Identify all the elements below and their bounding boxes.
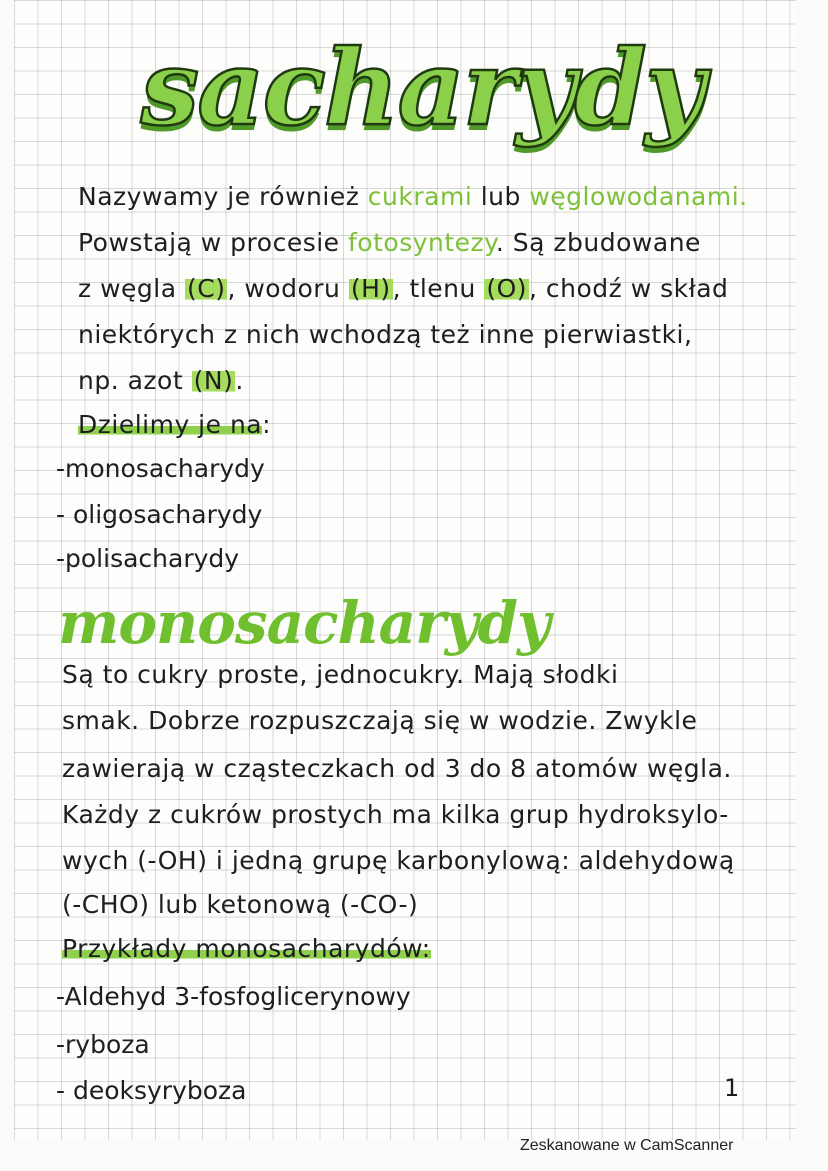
highlight-fotosyntezy: fotosyntezy [348, 228, 496, 257]
intro-line-3: z węgla (C), wodoru (H), tlenu (O), chodź w skład [78, 274, 729, 303]
section-title: monosacharydy [58, 589, 550, 657]
scanner-watermark: Zeskanowane w CamScanner [520, 1137, 734, 1154]
intro-line-2: Powstają w procesie fotosyntezy. Są zbudowane [78, 228, 701, 257]
division-heading: Dzielimy je na: [78, 410, 272, 439]
division-item-2: - oligosacharydy [56, 500, 263, 529]
section-line-2: smak. Dobrze rozpuszczają się w wodzie. Zwykle [62, 706, 698, 735]
example-item-1: -Aldehyd 3-fosfoglicerynowy [56, 982, 411, 1011]
example-item-2: -ryboza [56, 1030, 150, 1059]
highlight-weglowodanami: węglowodanami. [529, 182, 748, 211]
division-item-1: -monosacharydy [56, 454, 265, 483]
highlight-cukrami: cukrami [367, 182, 473, 211]
intro-line-4: niektórych z nich wchodzą też inne pierwiastki, [78, 320, 693, 349]
section-line-1: Są to cukry proste, jednocukry. Mają słodki [62, 660, 619, 689]
section-line-3: zawierają w cząsteczkach od 3 do 8 atomów węgla. [62, 754, 732, 783]
page-number: 1 [724, 1074, 740, 1102]
element-n: (N) [193, 366, 234, 395]
examples-heading: Przykłady monosacharydów: [62, 934, 431, 963]
division-item-3: -polisacharydy [56, 544, 240, 573]
example-item-3: - deoksyryboza [56, 1076, 247, 1105]
element-o: (O) [486, 274, 527, 303]
section-line-4: Każdy z cukrów prostych ma kilka grup hydroksylo- [62, 800, 729, 829]
section-line-5: wych (-OH) i jedną grupę karbonylową: aldehydową [62, 846, 735, 875]
intro-line-5: np. azot (N). [78, 366, 244, 395]
section-line-6: (-CHO) lub ketonową (-CO-) [62, 890, 419, 919]
element-h: (H) [350, 274, 391, 303]
element-c: (C) [186, 274, 226, 303]
page-title: sacharydy [140, 26, 704, 149]
intro-line-1: Nazywamy je również cukrami lub węglowodanami. [78, 182, 748, 211]
